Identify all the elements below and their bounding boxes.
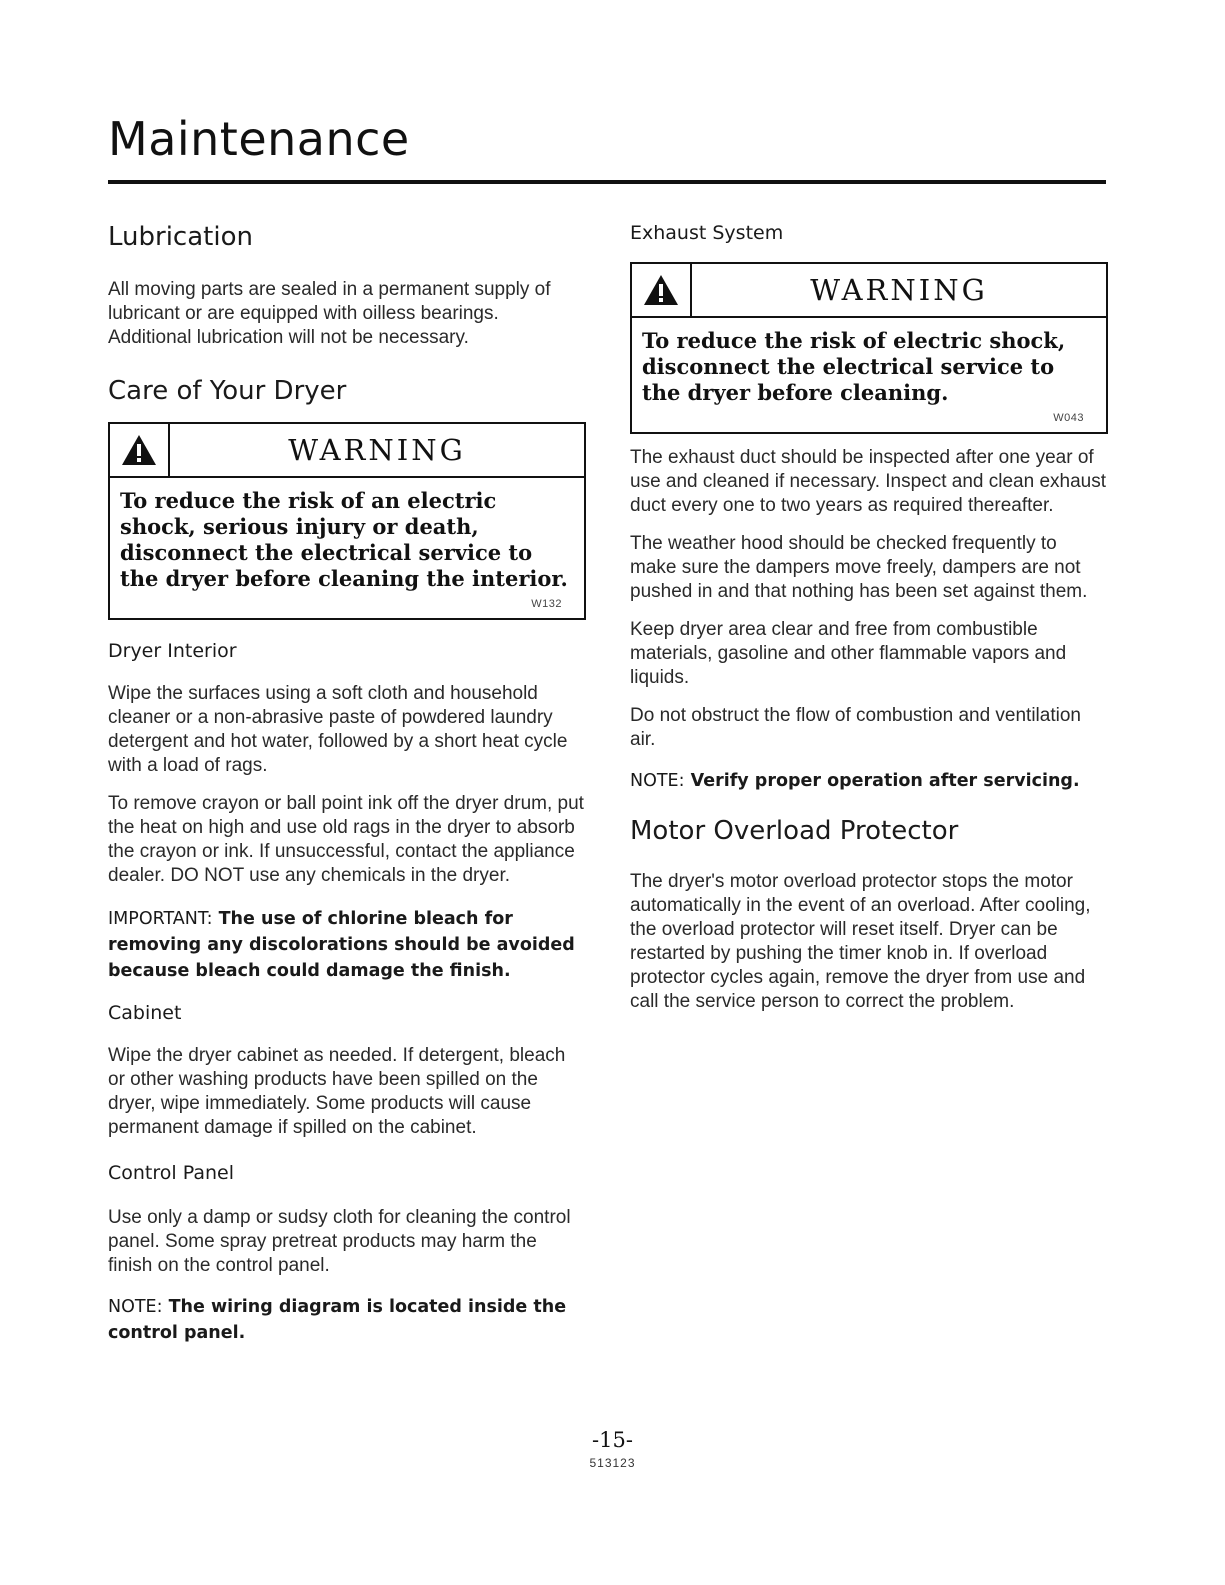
exhaust-heading: Exhaust System bbox=[630, 222, 784, 244]
warning-code: W132 bbox=[531, 598, 562, 610]
dryer-interior-heading: Dryer Interior bbox=[108, 640, 237, 662]
care-warning-box bbox=[108, 422, 586, 620]
warning-title: WARNING bbox=[810, 273, 988, 307]
page-number: -15- bbox=[592, 1428, 633, 1452]
page-title: Maintenance bbox=[108, 112, 410, 166]
wiring-note bbox=[108, 1294, 586, 1346]
care-heading: Care of Your Dryer bbox=[108, 376, 347, 406]
exhaust-text-4: Do not obstruct the flow of combustion and ventilation air. bbox=[630, 705, 1081, 750]
exhaust-note bbox=[630, 768, 1108, 794]
warning-triangle-icon bbox=[632, 264, 692, 316]
title-rule bbox=[108, 180, 1106, 184]
cabinet-text: Wipe the dryer cabinet as needed. If detergent, bleach or other washing products have been spilled on the dryer, wipe immediately. Some products will cause permanent damage if spilled on the cabinet. bbox=[108, 1045, 566, 1138]
dryer-interior-text-2: To remove crayon or ball point ink off the dryer drum, put the heat on high and use old rags in the dryer to absorb the crayon or ink. If unsuccessful, contact the appliance dealer. DO NOT use any chemicals in the dryer. bbox=[108, 793, 584, 886]
important-label: IMPORTANT: bbox=[108, 909, 213, 929]
left-column bbox=[108, 222, 586, 1364]
exhaust-note-label: NOTE: bbox=[630, 771, 685, 791]
warning-title: WARNING bbox=[288, 433, 466, 467]
exhaust-text-1: The exhaust duct should be inspected after one year of use and cleaned if necessary. Inspect and clean exhaust duct every one to two years as required thereafter. bbox=[630, 447, 1107, 516]
exhaust-note-text: Verify proper operation after servicing. bbox=[690, 771, 1080, 791]
exhaust-text-2: The weather hood should be checked frequently to make sure the dampers move freely, dampers are not pushed in and that nothing has been set against them. bbox=[630, 533, 1088, 602]
motor-heading: Motor Overload Protector bbox=[630, 816, 959, 846]
wiring-note-label: NOTE: bbox=[108, 1297, 163, 1317]
warning-header bbox=[110, 424, 584, 478]
control-panel-text: Use only a damp or sudsy cloth for cleaning the control panel. Some spray pretreat products may harm the finish on the control panel. bbox=[108, 1207, 571, 1276]
motor-text: The dryer's motor overload protector stops the motor automatically in the event of an overload. After cooling, the overload protector will reset itself. Dryer can be restarted by pushing the timer knob in. If overload protector cycles again, remove the dryer from use and call the service person to correct the problem. bbox=[630, 871, 1091, 1012]
cabinet-heading: Cabinet bbox=[108, 1002, 182, 1024]
lubrication-heading: Lubrication bbox=[108, 222, 253, 252]
wiring-note-text: The wiring diagram is located inside the control panel. bbox=[108, 1297, 567, 1343]
dryer-interior-text-1: Wipe the surfaces using a soft cloth and household cleaner or a non-abrasive paste of powdered laundry detergent and hot water, followed by a short heat cycle with a load of rags. bbox=[108, 683, 568, 776]
exhaust-warning-box bbox=[630, 262, 1108, 434]
important-note bbox=[108, 906, 586, 984]
warning-code: W043 bbox=[1053, 412, 1084, 424]
warning-header bbox=[632, 264, 1106, 318]
lubrication-text: All moving parts are sealed in a permanent supply of lubricant or are equipped with oilless bearings. Additional lubrication will not be necessary. bbox=[108, 279, 551, 348]
warning-text: To reduce the risk of an electric shock, serious injury or death, disconnect the electrical service to the dryer before cleaning the interior. bbox=[120, 488, 568, 591]
document-number: 513123 bbox=[589, 1456, 636, 1470]
exhaust-text-3: Keep dryer area clear and free from combustible materials, gasoline and other flammable vapors and liquids. bbox=[630, 619, 1067, 688]
warning-text: To reduce the risk of electric shock, disconnect the electrical service to the dryer before cleaning. bbox=[642, 328, 1066, 405]
right-column bbox=[630, 222, 1108, 1028]
important-text: The use of chlorine bleach for removing any discolorations should be avoided because bleach could damage the finish. bbox=[108, 909, 575, 981]
warning-triangle-icon bbox=[110, 424, 170, 476]
control-panel-heading: Control Panel bbox=[108, 1162, 234, 1184]
